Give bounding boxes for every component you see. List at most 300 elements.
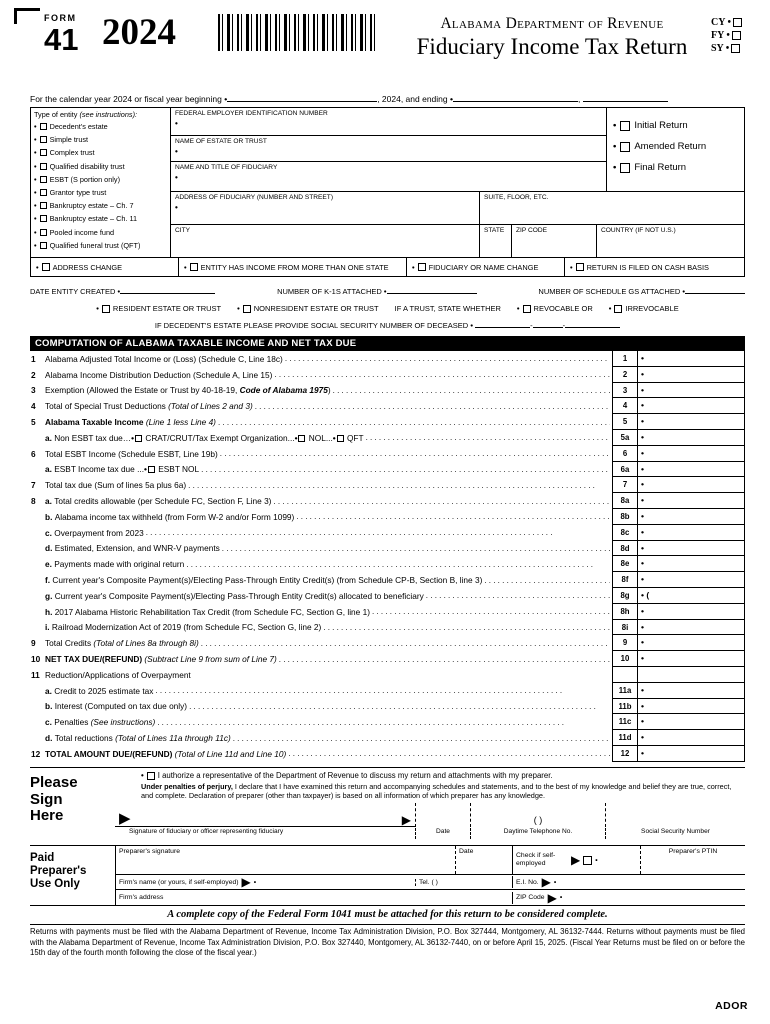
cash-basis-option[interactable] [565, 258, 744, 276]
dot-leader [273, 497, 610, 506]
preparer-signature-field[interactable] [116, 846, 455, 874]
city-field[interactable] [171, 225, 479, 257]
entity-type-option[interactable] [34, 146, 167, 159]
line-label: a. ESBT Income tax due ...• ESBT NOL [45, 464, 200, 475]
nonresident-option[interactable] [237, 304, 379, 313]
calendar-text-1: For the calendar year 2024 or fiscal year beginning [30, 94, 222, 104]
cash-basis-label: RETURN IS FILED ON CASH BASIS [586, 262, 709, 272]
dot-leader [186, 560, 610, 569]
dot-leader [288, 749, 610, 758]
signature-date-field[interactable] [415, 803, 470, 827]
bullet: • [516, 304, 520, 313]
ssn-caption: Social Security Number [605, 828, 745, 839]
entity-type-option[interactable] [34, 160, 167, 173]
agency-name: Alabama Department of Revenue [440, 15, 664, 32]
entity-type-label: Simple trust [49, 135, 89, 145]
arrow-icon: ▶ [401, 812, 411, 827]
line-label: a. Total credits allowable (per Schedule FC, Section F, Line 3) [45, 496, 272, 507]
ssn-field[interactable] [605, 803, 745, 827]
amount-field[interactable] [638, 667, 745, 683]
amount-field[interactable]: • ( [638, 588, 745, 604]
amount-field[interactable]: • [638, 635, 745, 651]
inline-checkbox[interactable] [148, 466, 155, 473]
bullet: • [175, 119, 178, 128]
line-number: 11 [31, 669, 40, 680]
line-ref: 5a [612, 430, 638, 446]
preparer-zip-field[interactable] [512, 892, 745, 904]
computation-row [30, 730, 745, 746]
resident-option[interactable] [96, 304, 221, 313]
address-field[interactable] [171, 192, 479, 224]
bullet: • [559, 894, 563, 901]
entity-type-heading-text: Type of entity [34, 110, 78, 119]
bullet: • [613, 120, 617, 131]
entity-type-label: Decedent's estate [49, 122, 108, 132]
initial-return-label: Initial Return [634, 120, 688, 131]
ssn-part3-field[interactable] [565, 320, 620, 328]
line-number: 12 [31, 748, 41, 759]
arrow-icon: ▶ [541, 875, 551, 889]
bullet: • [412, 262, 415, 272]
line-ref: 7 [612, 477, 638, 493]
preparer-date-field[interactable] [455, 846, 512, 874]
country-label: COUNTRY (IF NOT U.S.) [601, 227, 676, 234]
entity-type-option[interactable] [34, 133, 167, 146]
ador-mark: ADOR [715, 1000, 748, 1012]
fiduciary-signature-field[interactable] [115, 803, 415, 827]
bullet: • [141, 771, 144, 780]
computation-row [30, 493, 745, 509]
deceased-ssn-label: IF DECEDENT'S ESTATE PLEASE PROVIDE SOCIAL SECURITY NUMBER OF DECEASED [154, 321, 469, 330]
amount-field[interactable]: • [638, 525, 745, 541]
suite-label: SUITE, FLOOR, ETC. [484, 194, 549, 201]
amended-return-checkbox[interactable] [620, 142, 630, 152]
phone-caption: Daytime Telephone No. [470, 828, 605, 839]
line-number: 2 [31, 369, 36, 380]
bullet: • [224, 94, 228, 104]
arrow-icon: ▶ [571, 853, 581, 867]
cash-basis-checkbox[interactable] [576, 263, 584, 271]
entity-type-option[interactable] [34, 186, 167, 199]
bullet: • [184, 262, 187, 272]
computation-row [30, 367, 745, 383]
revocable-label: REVOCABLE OR [533, 304, 593, 313]
cy-checkbox[interactable] [733, 18, 742, 27]
authorize-checkbox[interactable] [147, 772, 155, 780]
zip-label: ZIP CODE [516, 227, 548, 234]
zip-field[interactable] [511, 225, 596, 257]
line-ref: 5 [612, 414, 638, 430]
arrow-icon: ▶ [241, 875, 251, 889]
city-label: CITY [175, 227, 191, 234]
amount-field[interactable]: • [638, 414, 745, 430]
entity-type-checkbox[interactable] [40, 242, 47, 249]
entity-fields [171, 108, 744, 257]
preparer-date-label: Date [459, 848, 474, 855]
bullet: • [383, 287, 387, 296]
final-return-label: Final Return [634, 162, 687, 173]
line-label: b. Alabama income tax withheld (from Form W-2 and/or Form 1099) [45, 511, 295, 522]
ptin-label: Preparer's PTIN [668, 848, 718, 855]
entity-type-heading-note: (see instructions): [79, 110, 138, 119]
line-label: a. Non ESBT tax due…• CRAT/CRUT/Tax Exempt Organization...• NOL...• QFT [45, 432, 364, 443]
initial-return-checkbox[interactable] [620, 121, 630, 131]
please-sign-here-label [30, 768, 115, 845]
revocable-option[interactable] [517, 304, 593, 313]
line-number: 5 [31, 417, 36, 428]
line-label: Reduction/Applications of Overpayment [45, 669, 191, 680]
bullet: • [727, 17, 731, 28]
fiduciary-name-change-checkbox[interactable] [418, 263, 426, 271]
entity-type-option[interactable] [34, 120, 167, 133]
schedule-gs-field[interactable] [685, 286, 745, 294]
computation-row [30, 462, 745, 478]
computation-row [30, 588, 745, 604]
entity-type-list [34, 120, 167, 252]
entity-type-checkbox[interactable] [40, 229, 47, 236]
date-caption: Date [415, 828, 470, 839]
amount-field[interactable]: • [638, 383, 745, 399]
entity-type-option[interactable] [34, 199, 167, 212]
dot-leader [333, 386, 610, 395]
bullet: • [595, 856, 598, 864]
arrow-icon: ▶ [119, 809, 131, 827]
multi-state-income-checkbox[interactable] [190, 263, 198, 271]
bullet: • [682, 287, 685, 296]
bullet: • [253, 878, 257, 886]
amount-field[interactable]: • [638, 351, 745, 367]
preparer-zip-label: ZIP Code [516, 894, 545, 901]
line-ref: 8d [612, 541, 638, 557]
period-sy [711, 42, 742, 55]
computation-header: COMPUTATION OF ALABAMA TAXABLE INCOME AND NET TAX DUE [30, 336, 745, 351]
entity-type-label: Qualified disability trust [49, 161, 125, 171]
line-ref: 8h [612, 604, 638, 620]
dot-leader [155, 686, 610, 695]
computation-row [30, 683, 745, 699]
bullet: • [175, 203, 178, 212]
amount-field[interactable]: • [638, 509, 745, 525]
fiduciary-name-label: NAME AND TITLE OF FIDUCIARY [175, 164, 278, 171]
k1-count-label: NUMBER OF K-1S ATTACHED [277, 287, 382, 296]
line-ref: 9 [612, 635, 638, 651]
computation-rows [30, 351, 745, 762]
resident-checkbox[interactable] [102, 305, 110, 313]
computation-row [30, 414, 745, 430]
amount-field[interactable]: • [638, 604, 745, 620]
preparer-signature-label: Preparer's signature [119, 848, 180, 855]
sy-checkbox[interactable] [731, 44, 740, 53]
self-employed-checkbox[interactable] [583, 856, 592, 865]
dot-leader [279, 655, 610, 664]
k1-count-group [277, 286, 476, 296]
line-label: c. Penalties (See instructions) [45, 717, 156, 728]
period-section [711, 16, 742, 55]
dot-leader [189, 702, 610, 711]
amount-field[interactable]: • [638, 699, 745, 715]
bullet: • [450, 94, 453, 104]
authorize-option[interactable] [115, 768, 745, 781]
line-label: Total tax due (Sum of lines 5a plus 6a) [45, 480, 187, 491]
form-title: Fiduciary Income Tax Return [416, 34, 688, 59]
period-sy-label: SY [711, 43, 724, 54]
bullet: • [175, 147, 178, 156]
date-created-label: DATE ENTITY CREATED [30, 287, 116, 296]
entity-type-checkbox[interactable] [40, 136, 47, 143]
entity-type-checkbox[interactable] [40, 189, 47, 196]
fiscal-end-year-field[interactable] [583, 94, 668, 102]
sign-section [30, 767, 745, 845]
signature-caption: Signature of fiduciary or officer representing fiduciary [129, 827, 284, 835]
bullet: • [237, 304, 240, 313]
self-employed-option[interactable] [512, 846, 640, 874]
daytime-phone-field[interactable] [470, 803, 605, 827]
dot-leader [255, 402, 610, 411]
line-ref: 12 [612, 746, 638, 762]
state-field[interactable] [479, 225, 511, 257]
final-return-checkbox[interactable] [620, 163, 630, 173]
line-ref: 1 [612, 351, 638, 367]
dot-leader [157, 718, 610, 727]
entity-type-checkbox[interactable] [40, 163, 47, 170]
amount-field[interactable]: • [638, 683, 745, 699]
period-cy [711, 16, 742, 29]
line-number: 6 [31, 448, 36, 459]
inline-checkbox[interactable] [298, 435, 305, 442]
dot-leader [372, 607, 610, 616]
line-ref: 10 [612, 651, 638, 667]
computation-row [30, 635, 745, 651]
entity-type-label: Complex trust [49, 148, 95, 158]
attach-notice: A complete copy of the Federal Form 1041 must be attached for this return to be considered complete. [30, 906, 745, 925]
period-fy [711, 29, 742, 42]
final-return-option[interactable] [613, 157, 744, 178]
amount-field[interactable]: • [638, 730, 745, 746]
line-label: Total ESBT Income (Schedule ESBT, Line 19b) [45, 448, 218, 459]
computation-row [30, 446, 745, 462]
revocable-checkbox[interactable] [523, 305, 531, 313]
amount-field[interactable]: • [638, 572, 745, 588]
amount-field[interactable]: • [638, 556, 745, 572]
firm-name-label: Firm's name (or yours, if self-employed) [119, 878, 239, 886]
arrow-icon: ▶ [547, 890, 557, 905]
date-created-field[interactable] [117, 286, 215, 296]
computation-row [30, 509, 745, 525]
inline-checkbox[interactable] [135, 435, 142, 442]
bullet: • [34, 148, 37, 158]
perjury-bold: Under penalties of perjury, [141, 782, 233, 791]
dot-leader [323, 623, 610, 632]
suite-field[interactable] [479, 192, 744, 224]
line-label: Alabama Adjusted Total Income or (Loss) (Schedule C, Line 18c) [45, 353, 283, 364]
line-ref: 6 [612, 446, 638, 462]
computation-row [30, 667, 745, 683]
amount-field[interactable]: • [638, 493, 745, 509]
line-ref: 8c [612, 525, 638, 541]
entity-type-checkbox[interactable] [40, 176, 47, 183]
line-number: 8 [31, 496, 36, 507]
computation-row [30, 430, 745, 446]
nonresident-label: NONRESIDENT ESTATE OR TRUST [253, 304, 379, 313]
initial-return-option[interactable] [613, 115, 744, 136]
computation-row [30, 477, 745, 493]
telephone-field[interactable] [415, 879, 512, 886]
preparer-label-line: Preparer's [30, 865, 87, 878]
fiscal-begin-field[interactable] [227, 94, 377, 102]
period-fy-label: FY [711, 30, 725, 41]
dot-leader [220, 449, 610, 458]
amount-field[interactable]: • [638, 541, 745, 557]
line-label: Alabama Income Distribution Deduction (Schedule A, Line 15) [45, 369, 273, 380]
ssn-part2-field[interactable] [533, 320, 563, 328]
address-change-option[interactable] [31, 258, 179, 276]
computation-row [30, 556, 745, 572]
line-ref: 2 [612, 367, 638, 383]
dot-leader [296, 512, 610, 521]
line-number: 3 [31, 385, 36, 396]
bullet: • [34, 188, 37, 198]
residency-row [30, 304, 745, 313]
fein-field[interactable] [171, 108, 606, 136]
amended-return-label: Amended Return [634, 141, 707, 152]
perjury-rest: I declare that I have examined this return and accompanying schedules and statements, and to the best of my knowledge and belief they are true, correct, and complete. Declaration of preparer (other than taxpayer) is based on all information of which preparer has any knowledge. [141, 782, 732, 801]
irrevocable-option[interactable] [609, 304, 679, 313]
line-label: h. 2017 Alabama Historic Rehabilitation Tax Credit (from Schedule FC, Section G, line 1) [45, 606, 370, 617]
bullet: • [570, 262, 573, 272]
entity-type-checkbox[interactable] [40, 215, 47, 222]
entity-type-checkbox[interactable] [40, 123, 47, 130]
amount-field[interactable]: • [638, 462, 745, 478]
preparer-label-line: Use Only [30, 878, 80, 891]
entity-type-section [31, 108, 171, 257]
trust-whether-label: IF A TRUST, STATE WHETHER [394, 304, 501, 313]
phone-paren: ( ) [533, 814, 543, 825]
nonresident-checkbox[interactable] [243, 305, 251, 313]
multi-state-income-option[interactable] [179, 258, 407, 276]
deceased-ssn-line: IF DECEDENT'S ESTATE PLEASE PROVIDE SOCIAL SECURITY NUMBER OF DECEASED • - - [30, 320, 745, 330]
amount-field[interactable]: • [638, 477, 745, 493]
line-label: Total of Special Trust Deductions (Total of Lines 2 and 3) [45, 401, 253, 412]
amount-field[interactable]: • [638, 430, 745, 446]
fiduciary-name-field[interactable] [171, 162, 606, 191]
sign-label-line: Here [30, 807, 64, 824]
amount-field[interactable]: • [638, 620, 745, 636]
dot-leader [426, 591, 610, 600]
fiduciary-name-change-label: FIDUCIARY OR NAME CHANGE [428, 262, 539, 272]
fiscal-end-field[interactable] [453, 94, 581, 104]
k1-count-field[interactable] [387, 286, 477, 294]
line-ref: 11a [612, 683, 638, 699]
line-ref: 8a [612, 493, 638, 509]
firm-address-field[interactable] [116, 894, 512, 901]
dot-leader [366, 433, 610, 442]
inline-checkbox[interactable] [337, 435, 344, 442]
fy-checkbox[interactable] [732, 31, 741, 40]
ein-field[interactable] [512, 876, 745, 888]
address-change-label: ADDRESS CHANGE [52, 262, 122, 272]
entity-type-option[interactable] [34, 239, 167, 252]
status-checkbox-row [30, 257, 745, 277]
entity-type-checkbox[interactable] [40, 202, 47, 209]
amended-return-option[interactable] [613, 136, 744, 157]
entity-type-option[interactable] [34, 212, 167, 225]
bullet: • [613, 162, 617, 173]
line-ref: 8e [612, 556, 638, 572]
entity-type-option[interactable] [34, 173, 167, 186]
amount-field[interactable]: • [638, 398, 745, 414]
resident-label: RESIDENT ESTATE OR TRUST [112, 304, 222, 313]
amount-field[interactable]: • [638, 446, 745, 462]
computation-row [30, 699, 745, 715]
line-ref: 8i [612, 620, 638, 636]
entity-info-row [30, 286, 745, 296]
computation-row [30, 746, 745, 762]
line-label: a. Credit to 2025 estimate tax [45, 685, 154, 696]
authorize-label: I authorize a representative of the Department of Revenue to discuss my return and attachments with my preparer. [157, 771, 553, 780]
amount-field[interactable]: • [638, 651, 745, 667]
line-label: Total Credits (Total of Lines 8a through 8i) [45, 638, 199, 649]
computation-row [30, 351, 745, 367]
entity-type-label: Qualified funeral trust (QFT) [49, 240, 141, 250]
estate-name-field[interactable] [171, 136, 606, 162]
registration-mark [14, 8, 40, 24]
line-label: d. Total reductions (Total of Lines 11a through 11c) [45, 733, 231, 744]
fein-label: FEDERAL EMPLOYER IDENTIFICATION NUMBER [175, 110, 328, 117]
line-label: d. Estimated, Extension, and WNR-V payments [45, 543, 220, 554]
bullet: • [34, 201, 37, 211]
bullet: • [726, 30, 730, 41]
line-label: g. Current year's Composite Payment(s)/Electing Pass-Through Entity Credit(s) allocated to beneficiary [45, 590, 424, 601]
line-ref: 3 [612, 383, 638, 399]
address-change-checkbox[interactable] [42, 263, 50, 271]
dot-leader [188, 481, 610, 490]
dot-leader [222, 544, 610, 553]
fiduciary-name-change-option[interactable] [407, 258, 565, 276]
period-cy-label: CY [711, 17, 726, 28]
line-label: NET TAX DUE/(REFUND) (Subtract Line 9 from sum of Line 7) [45, 654, 277, 665]
line-ref: 8f [612, 572, 638, 588]
country-field[interactable] [596, 225, 744, 257]
schedule-gs-label: NUMBER OF SCHEDULE GS ATTACHED [538, 287, 681, 296]
ssn-part1-field[interactable] [475, 320, 530, 328]
line-ref [612, 667, 638, 683]
bullet: • [117, 287, 121, 296]
amount-field[interactable]: • [638, 367, 745, 383]
mailing-instructions: Returns with payments must be filed with the Alabama Department of Revenue, Income Tax Administration Division, P.O. Box 327444, Montgomery, AL 36132-7444. Returns without payments must be filed with the Alabama Department of Revenue, Income Tax Administration Division, P.O. Box 327440, Montgomery, AL 36132-7440, on or before April 15, 2025. (Fiscal Year Returns must be filed on or before the 15th day of the fourth month following the close of the fiscal year.) [30, 927, 745, 958]
bullet: • [608, 304, 612, 313]
computation-row [30, 604, 745, 620]
firm-address-label: Firm's address [119, 894, 164, 901]
ptin-field[interactable] [640, 846, 745, 874]
entity-type-checkbox[interactable] [40, 149, 47, 156]
line-ref: 6a [612, 462, 638, 478]
dot-leader [146, 528, 610, 537]
firm-name-field[interactable] [116, 876, 415, 888]
bullet: • [34, 161, 37, 171]
entity-type-option[interactable] [34, 226, 167, 239]
multi-state-income-label: ENTITY HAS INCOME FROM MORE THAN ONE STATE [200, 262, 389, 272]
computation-row [30, 572, 745, 588]
line-label: e. Payments made with original return [45, 559, 185, 570]
bullet: • [34, 227, 37, 237]
amount-field[interactable]: • [638, 714, 745, 730]
address-label: ADDRESS OF FIDUCIARY (NUMBER AND STREET) [175, 194, 334, 201]
computation-row [30, 525, 745, 541]
perjury-statement [115, 781, 745, 801]
sign-label-line: Sign [30, 790, 63, 808]
amount-field[interactable]: • [638, 746, 745, 762]
irrevocable-checkbox[interactable] [614, 305, 622, 313]
